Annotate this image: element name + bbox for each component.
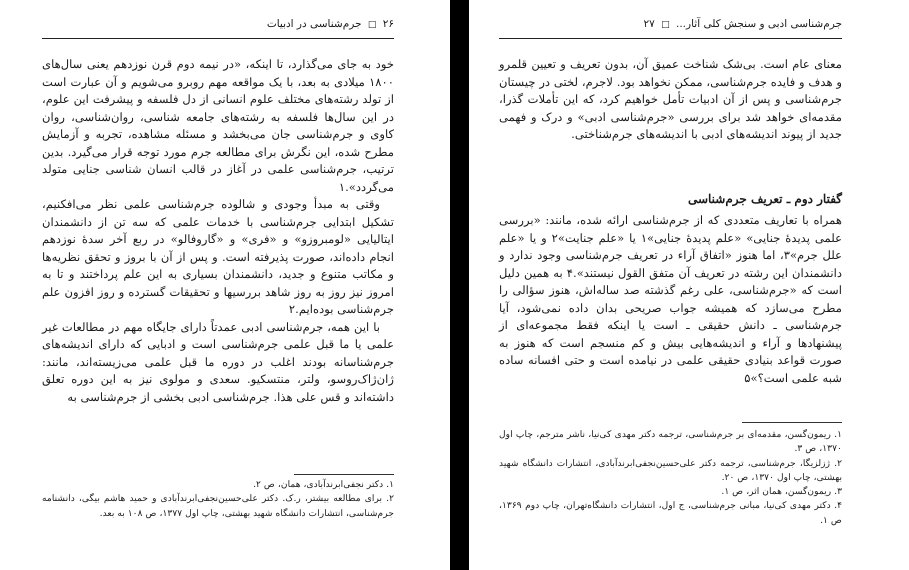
right-page-number: ۲۷ [643, 18, 655, 30]
left-footnote-rule [294, 474, 394, 475]
footnote: ۳. ریمون‌گسن، همان اثر، ص ۱. [721, 486, 842, 498]
right-body-text-top [499, 56, 842, 144]
paragraph: خود به جای می‌گذارد، تا اینکه، «در نیمه دوم قرن نوزدهم یعنی سال‌های ۱۸۰۰ میلادی به بعد، با یک مواقعه مهم روبرو می‌شویم و آن عبارت است از تولد رشته‌های مختلف علوم انسانی از دل فلسفه و پیشرفت این علوم، در این سال‌ها فلسفه به رشته‌های جامعه شناسی، روان‌شناسی، روان کاوی و جرم‌شناسی جان می‌بخشد و مسئله مشاهده، تجربه و آزمایش مطرح شده، این نگرش برای مطالعه جرم مورد توجه قرار می‌گیرد. بدین ترتیب، جرم‌شناسی علمی در آغاز در قالب انسان شناسی جنایی متولد می‌گردد».۱ [42, 57, 394, 194]
right-page-header [644, 18, 843, 30]
paragraph: وقتی به مبدأ وجودی و شالوده جرم‌شناسی علمی نظر می‌افکنیم، تشکیل ابتدایی جرم‌شناسی با خدمات علمی که سه تن از دانشمندان ایتالیایی «لومبروزو» و «فری» و «گاروفالو» در ربع آخر سدهٔ نوزدهم انجام داده‌اند، صورت پذیرفته است. و پس از آن با بروز و تحقق نظریه‌ها و مکاتب متنوع و جدید، دانشمندان بسیاری به این علم پرداختند و تا به امروز نیز روز به روز شاهد بررسیها و تحقیقات گسترده و روز افزون علم جرم‌شناسی بوده‌ایم.۲ [42, 197, 394, 316]
right-footnote-rule [742, 422, 842, 423]
footnote: ۴. دکتر مهدی کی‌نیا، مبانی جرم‌شناسی، ج اول، انتشارات دانشگاه‌تهران، چاپ دوم ۱۳۶۹، ص ۱. [499, 500, 842, 526]
footnote: ۲. ژزلزیگا، جرم‌شناسی، ترجمه دکتر علی‌حسین‌نجفی‌ابرندآبادی، انتشارات دانشگاه شهید بهشتی، چاپ اول ۱۳۷۰، ص ۲۰. [499, 457, 842, 483]
footnote: ۱. دکتر نجفی‌ابرندآبادی، همان، ص ۲. [253, 479, 394, 490]
header-separator-icon: □ [661, 20, 670, 30]
left-page-header [267, 18, 394, 30]
right-running-title: جرم‌شناسی ادبی و سنجش کلی آثار... [675, 18, 842, 30]
header-separator-icon: □ [367, 20, 377, 30]
left-footnotes [42, 478, 394, 521]
paragraph: با این همه، جرم‌شناسی ادبی عمدتاً دارای جایگاه مهم در مطالعات غیر علمی یا ما قبل علمی جرم‌شناسی است و ادبایی که دارای اندیشه‌های جرم‌شناسانه بودند اغلب در دوره ما قبل علمی می‌زیسته‌اند، مانند: ژان‌ژاک‌روسو، ولتر، منتسکیو. سعدی و مولوی نیز به این دوره تعلق داشته‌اند و قس علی هذا. جرم‌شناسی ادبی بخشی از جرم‌شناسی به [42, 319, 394, 404]
right-page [469, 0, 909, 570]
footnote: ۱. ریمون‌گسن، مقدمه‌ای بر جرم‌شناسی، ترجمه دکتر مهدی کی‌نیا، ناشر مترجم، چاپ اول ۱۳۷۰، ص ۳. [499, 429, 842, 455]
right-body-text-bottom [499, 212, 842, 387]
right-header-rule [499, 38, 842, 39]
page-gutter [450, 0, 469, 570]
left-header-rule [42, 38, 394, 39]
right-footnotes [499, 428, 842, 528]
left-body-text [42, 56, 394, 406]
left-running-title: جرم‌شناسی در ادبیات [266, 18, 362, 30]
footnote: ۲. برای مطالعه بیشتر، ر.ک. دکتر علی‌حسین‌نجفی‌ابرندآبادی و حمید هاشم بیگی، دانشنامه جرم‌شناسی، انتشارات دانشگاه شهید بهشتی، چاپ اول ۱۳۷۷، ص ۱۰۸ به بعد. [42, 493, 394, 519]
left-page-number: ۲۶ [382, 18, 394, 30]
section-title: گفتار دوم ـ تعریف جرم‌شناسی [687, 192, 842, 206]
left-page [0, 0, 450, 570]
paragraph: همراه با تعاریف متعددی که از جرم‌شناسی ارائه شده، مانند: «بررسی علمی پدیدهٔ جنایی» «علم پدیدهٔ جنایی»۱ یا «علم جنایت»۲ و یا «علم علل جرم»۳، اما هنوز «اتفاق آراء در تعریف جرم‌شناسی وجود ندارد و دانشمندان این رشته در تعریف آن متفق القول نیستند».۴ به همین دلیل است که «جرم‌شناسی، علی رغم گذشته صد ساله‌اش، هنوز سؤالی را مطرح می‌سازد که همیشه جواب صریحی بدان داده نمی‌شود، آیا جرم‌شناسی ـ دانش حقیقی ـ است یا اینکه فقط مجموعه‌ای از پیشنهادها و آراء و اندیشه‌هایی بیش و کم منسجم است که هنوز به صورت قواعد بنیادی حقیقی علمی در نیامده است و حتی افسانه ساده شبه علمی است؟»۵ [499, 213, 843, 385]
paragraph: معنای عام است. بی‌شک شناخت عمیق آن، بدون تعریف و تعیین قلمرو و هدف و فایده جرم‌شناسی، ممکن نخواهد بود. لاجرم، لختی در چیستان جرم‌شناسی و پس از آن ادبیات تأمل خواهیم کرد، که این تأملات گذرا، مقدمه‌ای خواهد شد برای بررسی «جرم‌شناسی ادبی» و درک و فهمی جدید از پیوند اندیشه‌های ادبی با اندیشه‌های جرم‌شناختی. [499, 57, 842, 141]
